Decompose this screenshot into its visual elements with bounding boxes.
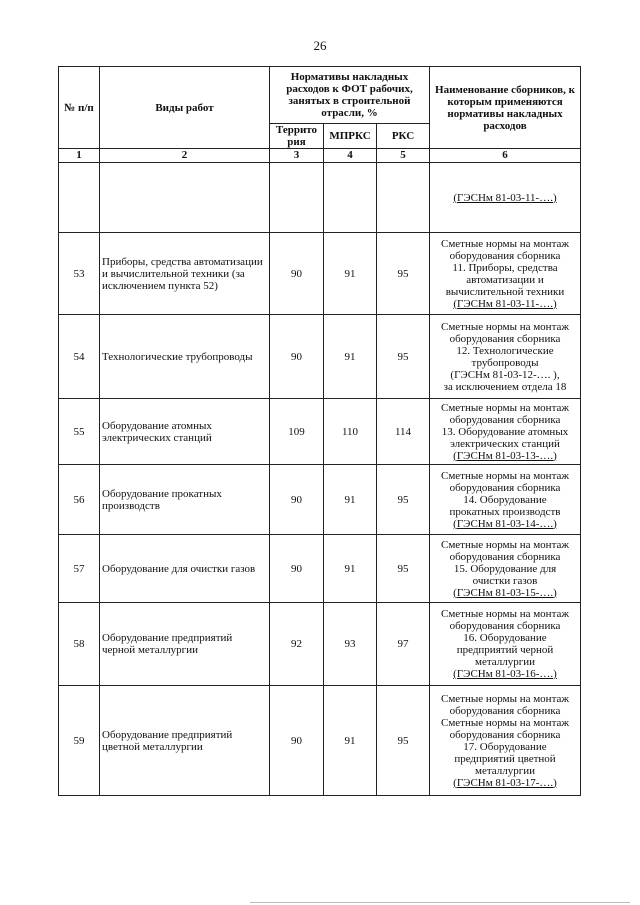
norm-territory: 90: [270, 315, 324, 399]
norm-rks: 95: [377, 233, 430, 315]
collection-line: вычислительной техники: [445, 285, 565, 298]
collection-line: (ГЭСНм 81-03-11-….): [453, 191, 557, 204]
table-row: [59, 163, 581, 233]
header-rks: РКС: [377, 124, 430, 149]
collection-name: [430, 535, 581, 603]
norm-mprks: [324, 163, 377, 233]
collection-line: (ГЭСНм 81-03-16-….): [453, 668, 557, 680]
norm-mprks: 91: [324, 535, 377, 603]
collection-line: 15. Оборудование для: [453, 562, 557, 575]
collection-line: Сметные нормы на монтаж: [440, 716, 569, 729]
collection-line: 11. Приборы, средства: [452, 261, 558, 274]
collection-line: 16. Оборудование: [463, 632, 547, 644]
collection-line: Сметные нормы на монтаж: [440, 608, 569, 620]
work-type: Технологические трубопроводы: [100, 315, 270, 399]
work-type: Оборудование предприятий черной металлургии: [100, 603, 270, 686]
collection-line: Сметные нормы на монтаж: [440, 469, 569, 482]
header-territory: Террито рия: [270, 124, 324, 149]
collection-line: оборудования сборника: [449, 332, 561, 345]
work-type: Приборы, средства автоматизации и вычислительной техники (за исключением пункта 52): [100, 233, 270, 315]
work-type: Оборудование прокатных производств: [100, 465, 270, 535]
table-row: [59, 686, 581, 796]
norm-rks: 95: [377, 465, 430, 535]
collection-name: [430, 465, 581, 535]
collection-line: Сметные нормы на монтаж: [440, 237, 569, 250]
collection-line: металлургии: [474, 656, 536, 668]
collection-name: [430, 233, 581, 315]
collection-line: 13. Оборудование атомных: [441, 425, 569, 438]
collection-line: очистки газов: [472, 574, 538, 587]
norm-mprks: 91: [324, 686, 377, 796]
collection-line: прокатных производств: [449, 505, 561, 518]
table-row: [59, 535, 581, 603]
column-number: 2: [100, 149, 270, 163]
column-number: 1: [59, 149, 100, 163]
collection-line: оборудования сборника: [449, 249, 561, 262]
work-type: Оборудование атомных электрических станций: [100, 399, 270, 465]
collection-line: (ГЭСНм 81-03-13-….): [453, 449, 557, 462]
collection-line: предприятий черной: [456, 644, 554, 656]
row-number: 56: [59, 465, 100, 535]
header-work-type: Виды работ: [100, 67, 270, 149]
norm-rks: 95: [377, 535, 430, 603]
collection-line: Сметные нормы на монтаж: [440, 692, 569, 705]
collection-line: 14. Оборудование: [463, 493, 547, 506]
norm-mprks: 91: [324, 233, 377, 315]
collection-line: 12. Технологические: [456, 344, 554, 357]
scan-edge-line: [250, 902, 630, 903]
norm-rks: 97: [377, 603, 430, 686]
collection-line: оборудования сборника: [449, 413, 561, 426]
norm-rks: 95: [377, 315, 430, 399]
collection-line: Сметные нормы на монтаж: [440, 401, 569, 414]
collection-line: оборудования сборника: [449, 481, 561, 494]
norm-mprks: 110: [324, 399, 377, 465]
collection-line: (ГЭСНм 81-03-14-….): [453, 517, 557, 530]
collection-name: [430, 399, 581, 465]
header-num: № п/п: [59, 67, 100, 149]
collection-name: [430, 163, 581, 233]
collection-line: оборудования сборника: [449, 620, 561, 632]
collection-line: предприятий цветной: [454, 752, 556, 765]
row-number: 55: [59, 399, 100, 465]
collection-line: оборудования сборника: [449, 704, 561, 717]
header-norms-group: Нормативы накладных расходов к ФОТ рабочих, занятых в строительной отрасли, %: [270, 67, 430, 124]
overhead-norms-table: [58, 66, 581, 796]
collection-line: (ГЭСНм 81-03-12-…. ),: [450, 368, 560, 381]
collection-line: металлургии: [474, 764, 536, 777]
collection-line: за исключением отдела 18: [443, 380, 567, 393]
norm-rks: [377, 163, 430, 233]
table-row: [59, 315, 581, 399]
header-mprks: МПРКС: [324, 124, 377, 149]
table-row: [59, 399, 581, 465]
row-number: 53: [59, 233, 100, 315]
norm-mprks: 91: [324, 315, 377, 399]
table-row: [59, 603, 581, 686]
table-row: [59, 465, 581, 535]
collection-name: [430, 603, 581, 686]
norm-territory: 109: [270, 399, 324, 465]
norm-rks: 95: [377, 686, 430, 796]
norm-mprks: 93: [324, 603, 377, 686]
norm-mprks: 91: [324, 465, 377, 535]
collection-line: (ГЭСНм 81-03-11-….): [453, 297, 557, 310]
collection-line: (ГЭСНм 81-03-15-….): [453, 586, 557, 599]
collection-line: оборудования сборника: [449, 728, 561, 741]
page-number: 26: [313, 38, 327, 53]
row-number: 57: [59, 535, 100, 603]
norm-territory: 92: [270, 603, 324, 686]
work-type: Оборудование предприятий цветной металлургии: [100, 686, 270, 796]
column-number: 5: [377, 149, 430, 163]
work-type: [100, 163, 270, 233]
collection-line: Сметные нормы на монтаж: [440, 538, 569, 551]
norm-territory: 90: [270, 686, 324, 796]
row-number: 58: [59, 603, 100, 686]
column-number: 6: [430, 149, 581, 163]
collection-name: [430, 315, 581, 399]
table-row: [59, 233, 581, 315]
norm-territory: 90: [270, 233, 324, 315]
collection-line: автоматизации и: [466, 273, 544, 286]
collection-line: Сметные нормы на монтаж: [440, 320, 569, 333]
row-number: [59, 163, 100, 233]
collection-line: (ГЭСНм 81-03-17-….): [453, 776, 557, 789]
work-type: Оборудование для очистки газов: [100, 535, 270, 603]
row-number: 59: [59, 686, 100, 796]
norm-territory: 90: [270, 465, 324, 535]
collection-line: 17. Оборудование: [463, 740, 547, 753]
norm-rks: 114: [377, 399, 430, 465]
column-number: 4: [324, 149, 377, 163]
collection-line: трубопроводы: [471, 356, 539, 369]
collection-name: [430, 686, 581, 796]
norm-territory: 90: [270, 535, 324, 603]
collection-line: оборудования сборника: [449, 550, 561, 563]
row-number: 54: [59, 315, 100, 399]
header-collections: Наименование сборников, к которым применяются нормативы накладных расходов: [430, 67, 581, 149]
norm-territory: [270, 163, 324, 233]
column-number: 3: [270, 149, 324, 163]
collection-line: электрических станций: [450, 437, 560, 450]
